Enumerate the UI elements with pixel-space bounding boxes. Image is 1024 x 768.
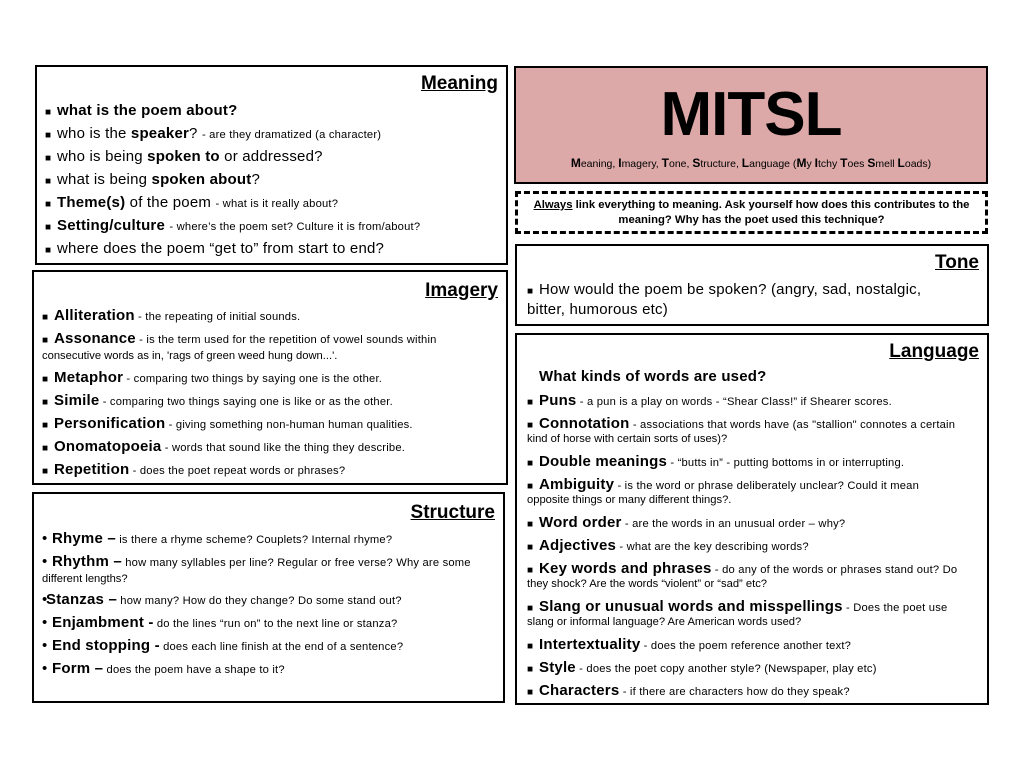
meaning-item: ■ Theme(s) of the poem - what is it really about? xyxy=(45,194,339,211)
language-desc: - does the poet copy another style? (Newspaper, play etc) xyxy=(575,663,877,675)
meaning-panel xyxy=(35,65,508,265)
bullet-icon: ■ xyxy=(527,664,534,675)
meaning-item: ■ who is being spoken to or addressed? xyxy=(45,148,323,165)
language-desc: - what are the key describing words? xyxy=(616,541,809,553)
structure-title: Structure xyxy=(410,502,495,523)
language-term: Characters xyxy=(539,682,620,699)
mitsl-subtitle-cap: L xyxy=(897,156,905,170)
imagery-item: ■ Onomatopoeia - words that sound like the thing they describe. xyxy=(42,438,406,455)
always-note xyxy=(515,191,988,234)
language-desc: - are the words in an unusual order – why? xyxy=(621,518,846,530)
language-item xyxy=(527,514,981,531)
language-desc: - “butts in” - putting bottoms in or interrupting. xyxy=(667,457,905,469)
mitsl-subtitle-cap: M xyxy=(570,156,581,170)
mitsl-subtitle-text: y xyxy=(806,158,815,170)
mitsl-subtitle-text: mell xyxy=(875,158,898,170)
always-underlined: Always xyxy=(533,199,573,211)
bullet-icon: ■ xyxy=(527,542,534,553)
imagery-item: ■ Repetition - does the poet repeat words or phrases? xyxy=(42,461,346,478)
language-panel xyxy=(515,333,989,705)
language-item xyxy=(527,476,981,493)
always-text-2: meaning? Why has the poet used this technique? xyxy=(618,214,885,226)
mitsl-subtitle-text: magery, xyxy=(621,158,662,170)
meaning-item: ■ Setting/culture - where’s the poem set? Culture it is from/about? xyxy=(45,217,421,234)
structure-item: • Enjambment - do the lines “run on” to the next line or stanza? xyxy=(42,614,398,631)
meaning-item: ■ who is the speaker? - are they dramatized (a character) xyxy=(45,125,382,142)
structure-panel xyxy=(32,492,505,703)
bullet-icon: ■ xyxy=(527,481,534,492)
mitsl-subtitle xyxy=(516,156,986,170)
imagery-panel xyxy=(32,270,508,485)
language-term: Adjectives xyxy=(539,537,617,554)
imagery-item: ■ Alliteration - the repeating of initial sounds. xyxy=(42,307,301,324)
language-term: Puns xyxy=(539,392,577,409)
mitsl-subtitle-cap: M xyxy=(796,156,807,170)
bullet-icon: ■ xyxy=(527,458,534,469)
bullet-icon: ■ xyxy=(527,420,534,431)
language-term: Slang or unusual words and misspellings xyxy=(539,598,843,615)
meaning-item: ■ what is being spoken about? xyxy=(45,171,260,188)
bullet-icon: ■ xyxy=(527,687,534,698)
language-desc: - does the poem reference another text? xyxy=(640,640,852,652)
mitsl-subtitle-cap: I xyxy=(618,156,622,170)
mitsl-subtitle-cap: T xyxy=(661,156,669,170)
language-item xyxy=(527,636,981,653)
always-text-1: link everything to meaning. Ask yourself how does this contributes to the xyxy=(572,199,970,211)
language-question: What kinds of words are used? xyxy=(539,368,767,385)
language-item-cont: kind of horse with certain sorts of uses)? xyxy=(527,433,728,445)
mitsl-header xyxy=(514,66,988,184)
language-desc: - Does the poet use xyxy=(842,602,948,614)
structure-item: •Stanzas – how many? How do they change? Do some stand out? xyxy=(42,591,402,608)
language-term: Key words and phrases xyxy=(539,560,712,577)
structure-item-cont: different lengths? xyxy=(42,573,128,585)
bullet-icon: ■ xyxy=(527,641,534,652)
language-term: Double meanings xyxy=(539,453,668,470)
bullet-icon: ■ xyxy=(527,603,534,614)
imagery-title: Imagery xyxy=(425,280,498,301)
mitsl-subtitle-text: tructure, xyxy=(700,158,742,170)
language-desc: - a pun is a play on words - “Shear Class!” if Shearer scores. xyxy=(576,396,892,408)
language-term: Style xyxy=(539,659,576,676)
language-term: Intertextuality xyxy=(539,636,641,653)
mitsl-subtitle-text: one, xyxy=(668,158,693,170)
structure-item: • Rhyme – is there a rhyme scheme? Couplets? Internal rhyme? xyxy=(42,530,393,547)
imagery-item: ■ Metaphor - comparing two things by saying one is the other. xyxy=(42,369,383,386)
language-term: Word order xyxy=(539,514,622,531)
structure-item: • End stopping - does each line finish at the end of a sentence? xyxy=(42,637,404,654)
mitsl-subtitle-cap: S xyxy=(867,156,876,170)
language-item xyxy=(527,598,981,615)
mitsl-subtitle-cap: I xyxy=(814,156,818,170)
language-title: Language xyxy=(889,341,979,362)
tone-text: ■ How would the poem be spoken? (angry, sad, nostalgic, xyxy=(527,281,922,298)
imagery-item: ■ Personification - giving something non-human human qualities. xyxy=(42,415,413,432)
mitsl-heading: MITSL xyxy=(660,80,842,149)
language-term: Ambiguity xyxy=(539,476,615,493)
language-item xyxy=(527,415,981,432)
mitsl-subtitle-text: oads) xyxy=(904,158,932,170)
mitsl-subtitle-text: eaning, xyxy=(580,158,619,170)
bullet-icon: ■ xyxy=(527,397,534,408)
language-item xyxy=(527,392,981,409)
language-item xyxy=(527,453,981,470)
tone-text-2: bitter, humorous etc) xyxy=(527,301,668,318)
language-desc: - if there are characters how do they speak? xyxy=(619,686,850,698)
language-item-cont: opposite things or many different things?. xyxy=(527,494,732,506)
tone-panel xyxy=(515,244,989,326)
meaning-item: ■ where does the poem “get to” from start to end? xyxy=(45,240,385,257)
language-item xyxy=(527,682,981,699)
mitsl-subtitle-cap: L xyxy=(741,156,750,170)
mitsl-subtitle-text: oes xyxy=(847,158,868,170)
meaning-title: Meaning xyxy=(420,73,498,94)
mitsl-subtitle-cap: S xyxy=(692,156,701,170)
tone-title: Tone xyxy=(935,252,979,273)
language-item-cont: they shock? Are the words “violent” or “sad” etc? xyxy=(527,578,768,590)
bullet-icon: ■ xyxy=(527,565,534,576)
mitsl-subtitle-cap: T xyxy=(840,156,848,170)
language-term: Connotation xyxy=(539,415,630,432)
language-desc: - do any of the words or phrases stand out? Do xyxy=(711,564,958,576)
language-item-cont: slang or informal language? Are American words used? xyxy=(527,616,802,628)
meaning-item: ■ what is the poem about? xyxy=(45,102,238,119)
mitsl-subtitle-text: anguage ( xyxy=(749,158,797,170)
mitsl-subtitle-text: tchy xyxy=(817,158,841,170)
language-item xyxy=(527,659,981,676)
imagery-item-cont: consecutive words as in, 'rags of green weed hung down...'. xyxy=(42,350,338,362)
language-item xyxy=(527,537,981,554)
language-desc: - is the word or phrase deliberately unclear? Could it mean xyxy=(614,480,920,492)
language-item xyxy=(527,560,981,577)
imagery-item: ■ Assonance - is the term used for the repetition of vowel sounds within xyxy=(42,330,437,347)
structure-item: • Form – does the poem have a shape to it? xyxy=(42,660,285,677)
language-desc: - associations that words have (as "stallion" connotes a certain xyxy=(629,419,956,431)
imagery-item: ■ Simile - comparing two things saying one is like or as the other. xyxy=(42,392,393,409)
bullet-icon: ■ xyxy=(527,519,534,530)
structure-item: • Rhythm – how many syllables per line? Regular or free verse? Why are some xyxy=(42,553,471,570)
